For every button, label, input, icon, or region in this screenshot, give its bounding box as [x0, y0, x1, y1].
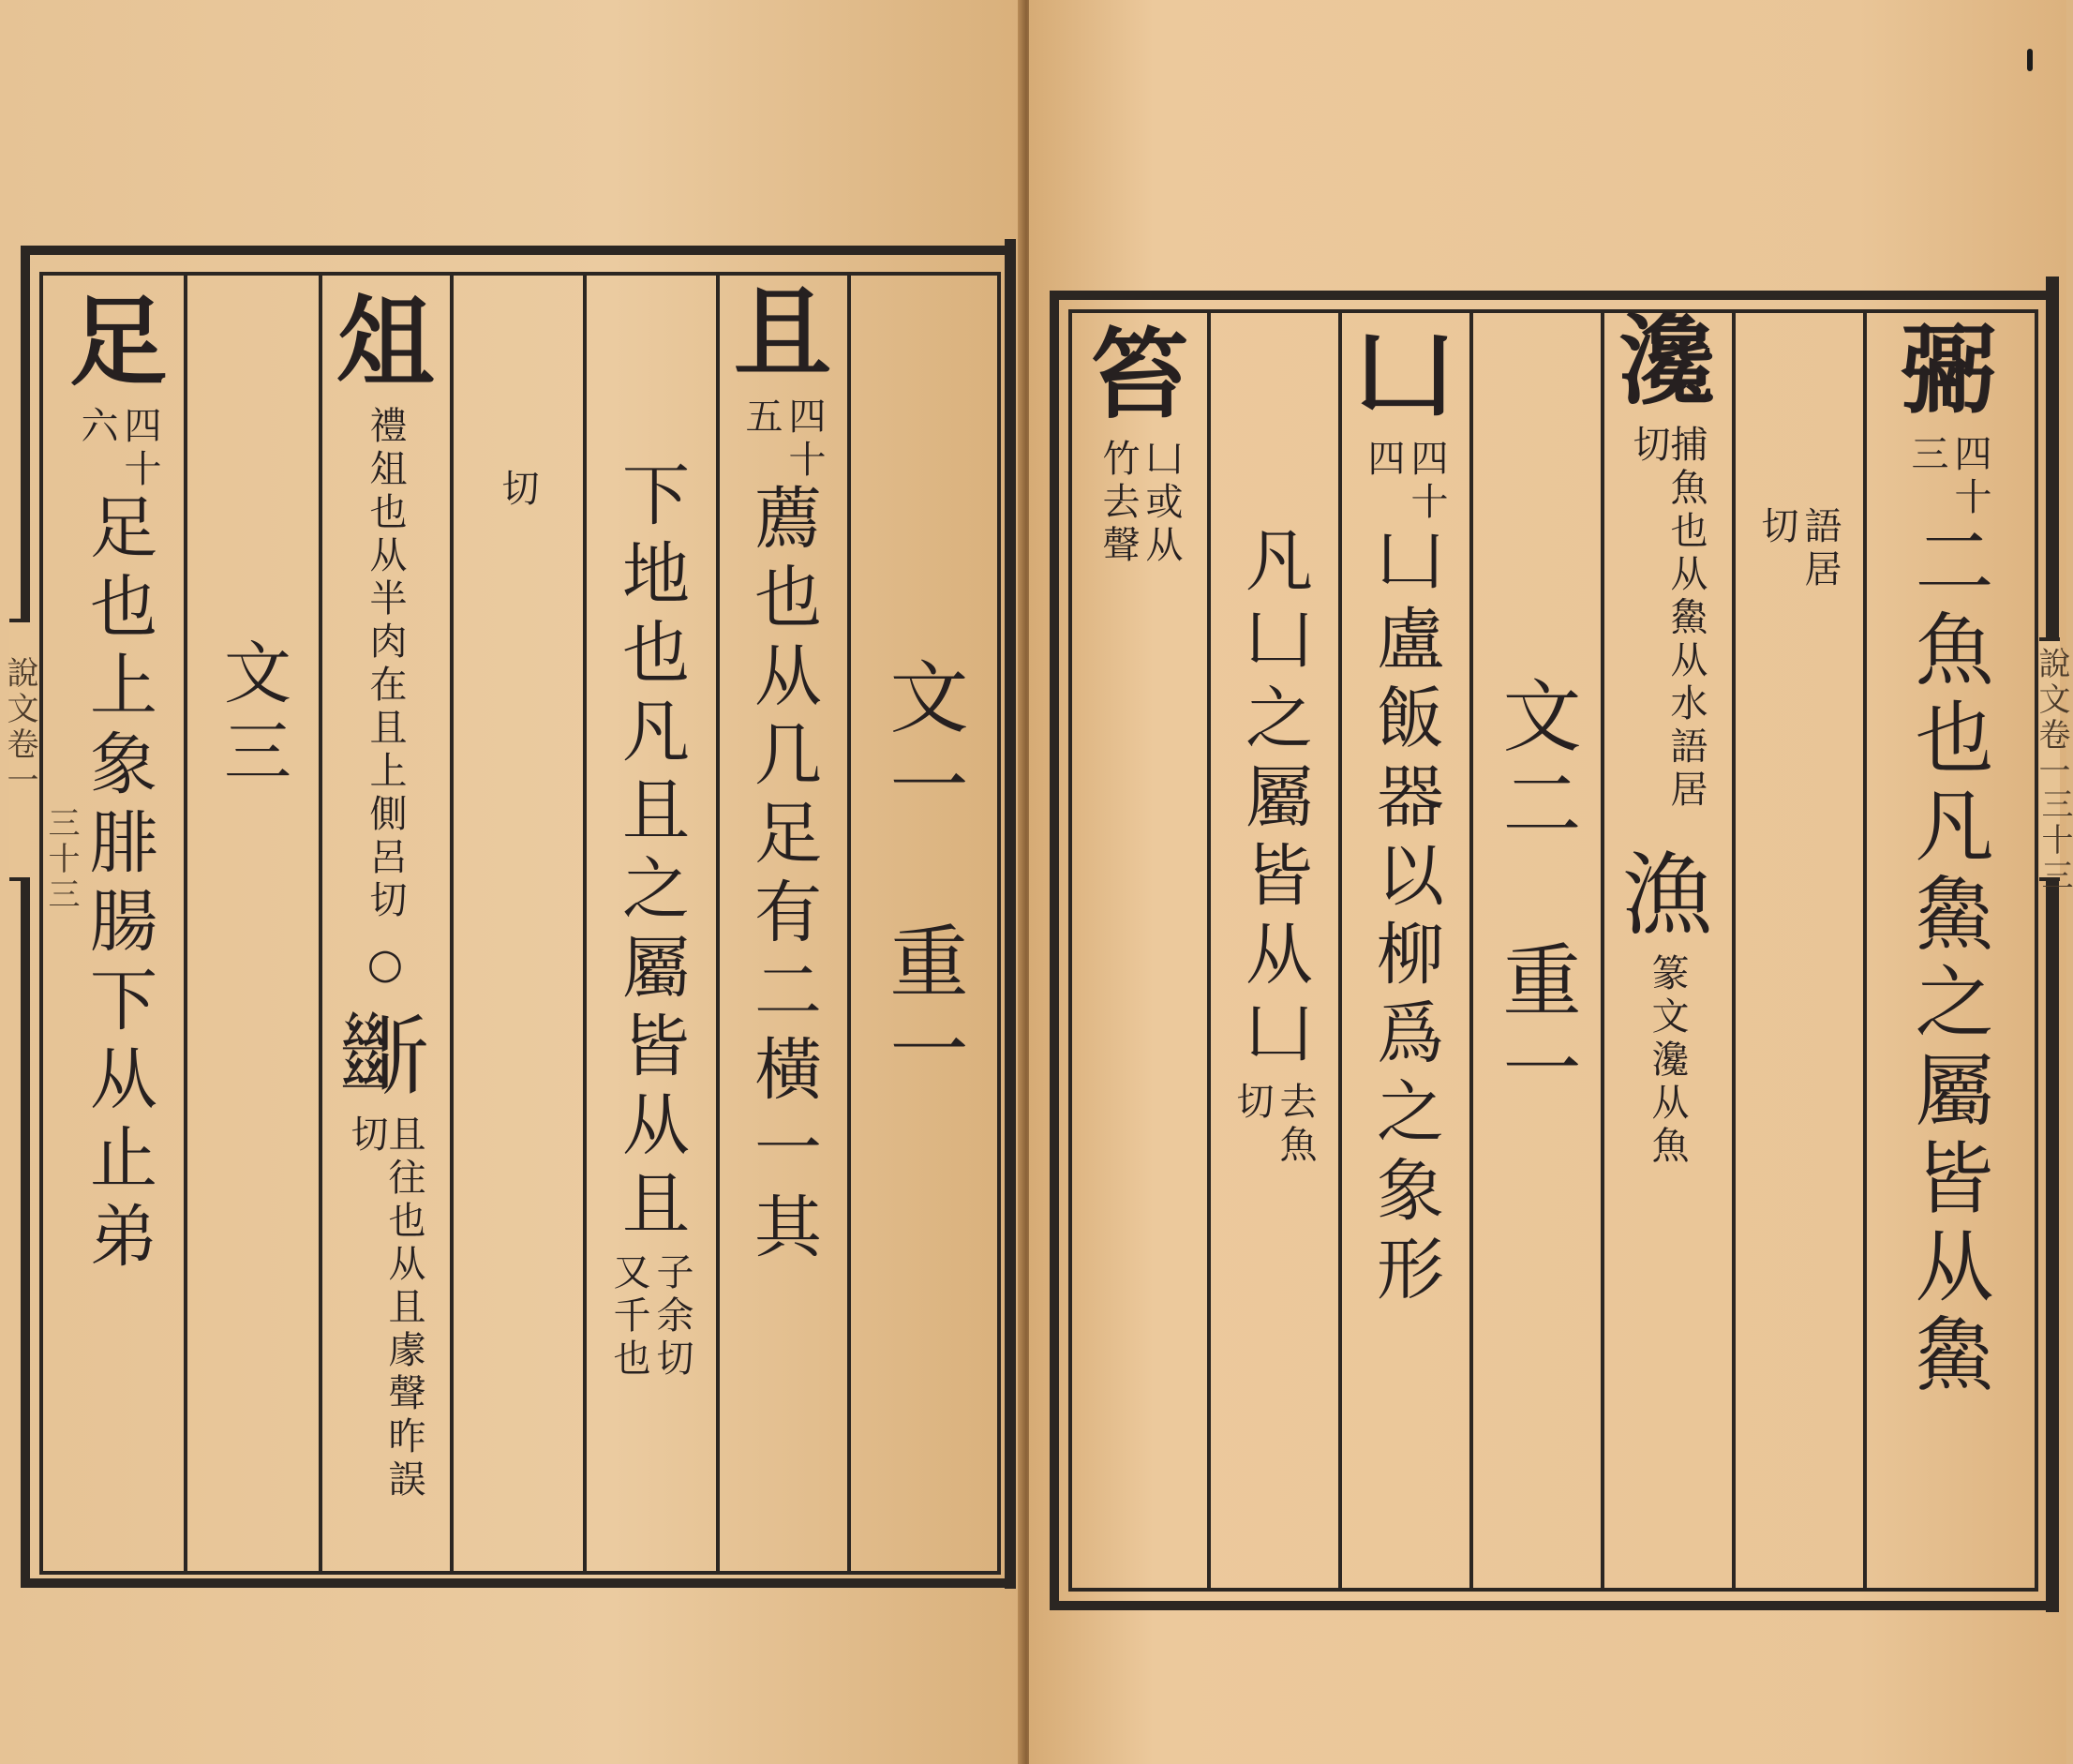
- index-note: 四十: [118, 406, 161, 493]
- seal-character: 俎: [336, 284, 434, 399]
- right-rule: [1863, 311, 1867, 1590]
- index-note: 語居: [1798, 506, 1842, 592]
- index-note: 四十: [1405, 439, 1448, 526]
- left-side-tab: [1005, 239, 1016, 1589]
- right-rule: [1732, 311, 1736, 1590]
- index-note: 五: [739, 396, 783, 441]
- folio-number: 三十三: [2036, 787, 2073, 894]
- seal-character-secondary: 𣃔: [340, 1004, 430, 1110]
- left-rule: [847, 274, 851, 1573]
- seal-character: 瀺: [1618, 303, 1716, 418]
- folio-label: 說文卷一: [2033, 647, 2070, 789]
- entry-text: 凵盧飯器以柳爲之象形: [1365, 525, 1444, 1313]
- right-rule: [1207, 311, 1211, 1590]
- column-且-continued: [589, 459, 712, 1382]
- entry-text: 足也上象腓腸下从止弟: [79, 492, 157, 1280]
- seal-character: 笞: [1090, 317, 1188, 432]
- column-笞: [1076, 317, 1203, 569]
- left-rule: [184, 274, 187, 1573]
- right-rule: [1338, 311, 1342, 1590]
- index-note: 三: [1905, 434, 1948, 478]
- seal-character: 足: [68, 284, 167, 399]
- entry-text: 薦也从几足有二橫一其: [743, 483, 822, 1271]
- left-rule: [450, 274, 454, 1573]
- entry-text: 且往也从且豦聲昨誤切: [345, 1114, 425, 1503]
- right-page: [1029, 0, 2070, 1764]
- index-note: 切: [496, 469, 539, 512]
- column-文一: [853, 656, 993, 1097]
- count-line: 文三: [213, 637, 291, 795]
- entry-text: 篆文瀺从魚: [1646, 953, 1689, 1170]
- index-note: 又千也: [607, 1252, 650, 1382]
- index-note: 竹去聲: [1096, 439, 1140, 569]
- bleed-through-shadow: [216, 712, 310, 1537]
- column-瀺: [1606, 303, 1728, 1197]
- left-rule: [319, 274, 322, 1573]
- index-note: 四: [1362, 439, 1405, 483]
- left-rule: [716, 274, 720, 1573]
- right-rule: [1601, 311, 1604, 1590]
- column-切: [455, 469, 579, 512]
- entry-text: 凡凵之屬皆从凵: [1234, 525, 1313, 1076]
- column-足: [56, 284, 180, 1280]
- left-folio-number: 三十三: [42, 806, 80, 913]
- column-凵: [1344, 317, 1466, 1313]
- right-side-tab: [2046, 277, 2059, 1612]
- index-note: 切: [1755, 506, 1798, 549]
- column-䰜: [1869, 312, 2028, 1402]
- count-line: 文二 重一: [1490, 675, 1582, 1115]
- index-note: 子余切: [650, 1252, 693, 1382]
- column-文二: [1475, 675, 1597, 1115]
- seal-character: 䰜: [1899, 312, 1997, 427]
- seal-character: 凵: [1355, 317, 1454, 432]
- column-語居切: [1737, 506, 1859, 592]
- column-俎: [324, 284, 446, 1508]
- column-文三: [189, 637, 315, 795]
- index-note: 四十: [1948, 434, 1991, 521]
- column-且: [722, 275, 843, 1271]
- entry-text: 二魚也凡𩺰之屬皆从𩺰: [1902, 520, 1994, 1402]
- left-rule: [583, 274, 587, 1573]
- index-note: 切: [1230, 1082, 1274, 1125]
- left-page: [0, 0, 1022, 1764]
- entry-text: 捕魚也从𩺰从水語居切: [1627, 425, 1708, 814]
- entry-text: 禮俎也从半肉在且上側呂切: [364, 406, 407, 924]
- left-folio-label: 說文卷一: [1, 656, 38, 799]
- seal-character: 且: [733, 275, 831, 390]
- index-note: 四十: [783, 396, 826, 484]
- count-line: 文一 重一: [877, 656, 969, 1097]
- seal-character-secondary: 漁: [1622, 843, 1712, 949]
- ink-mark: [2027, 49, 2033, 71]
- index-note: 六: [75, 406, 118, 450]
- index-note: 去魚: [1274, 1082, 1317, 1168]
- right-rule: [1469, 311, 1473, 1590]
- circle-mark: ○: [366, 940, 404, 989]
- entry-text: 下地也凡且之屬皆从且: [611, 459, 690, 1247]
- column-凵-continued: [1213, 525, 1335, 1168]
- index-note: 凵或从: [1140, 439, 1183, 569]
